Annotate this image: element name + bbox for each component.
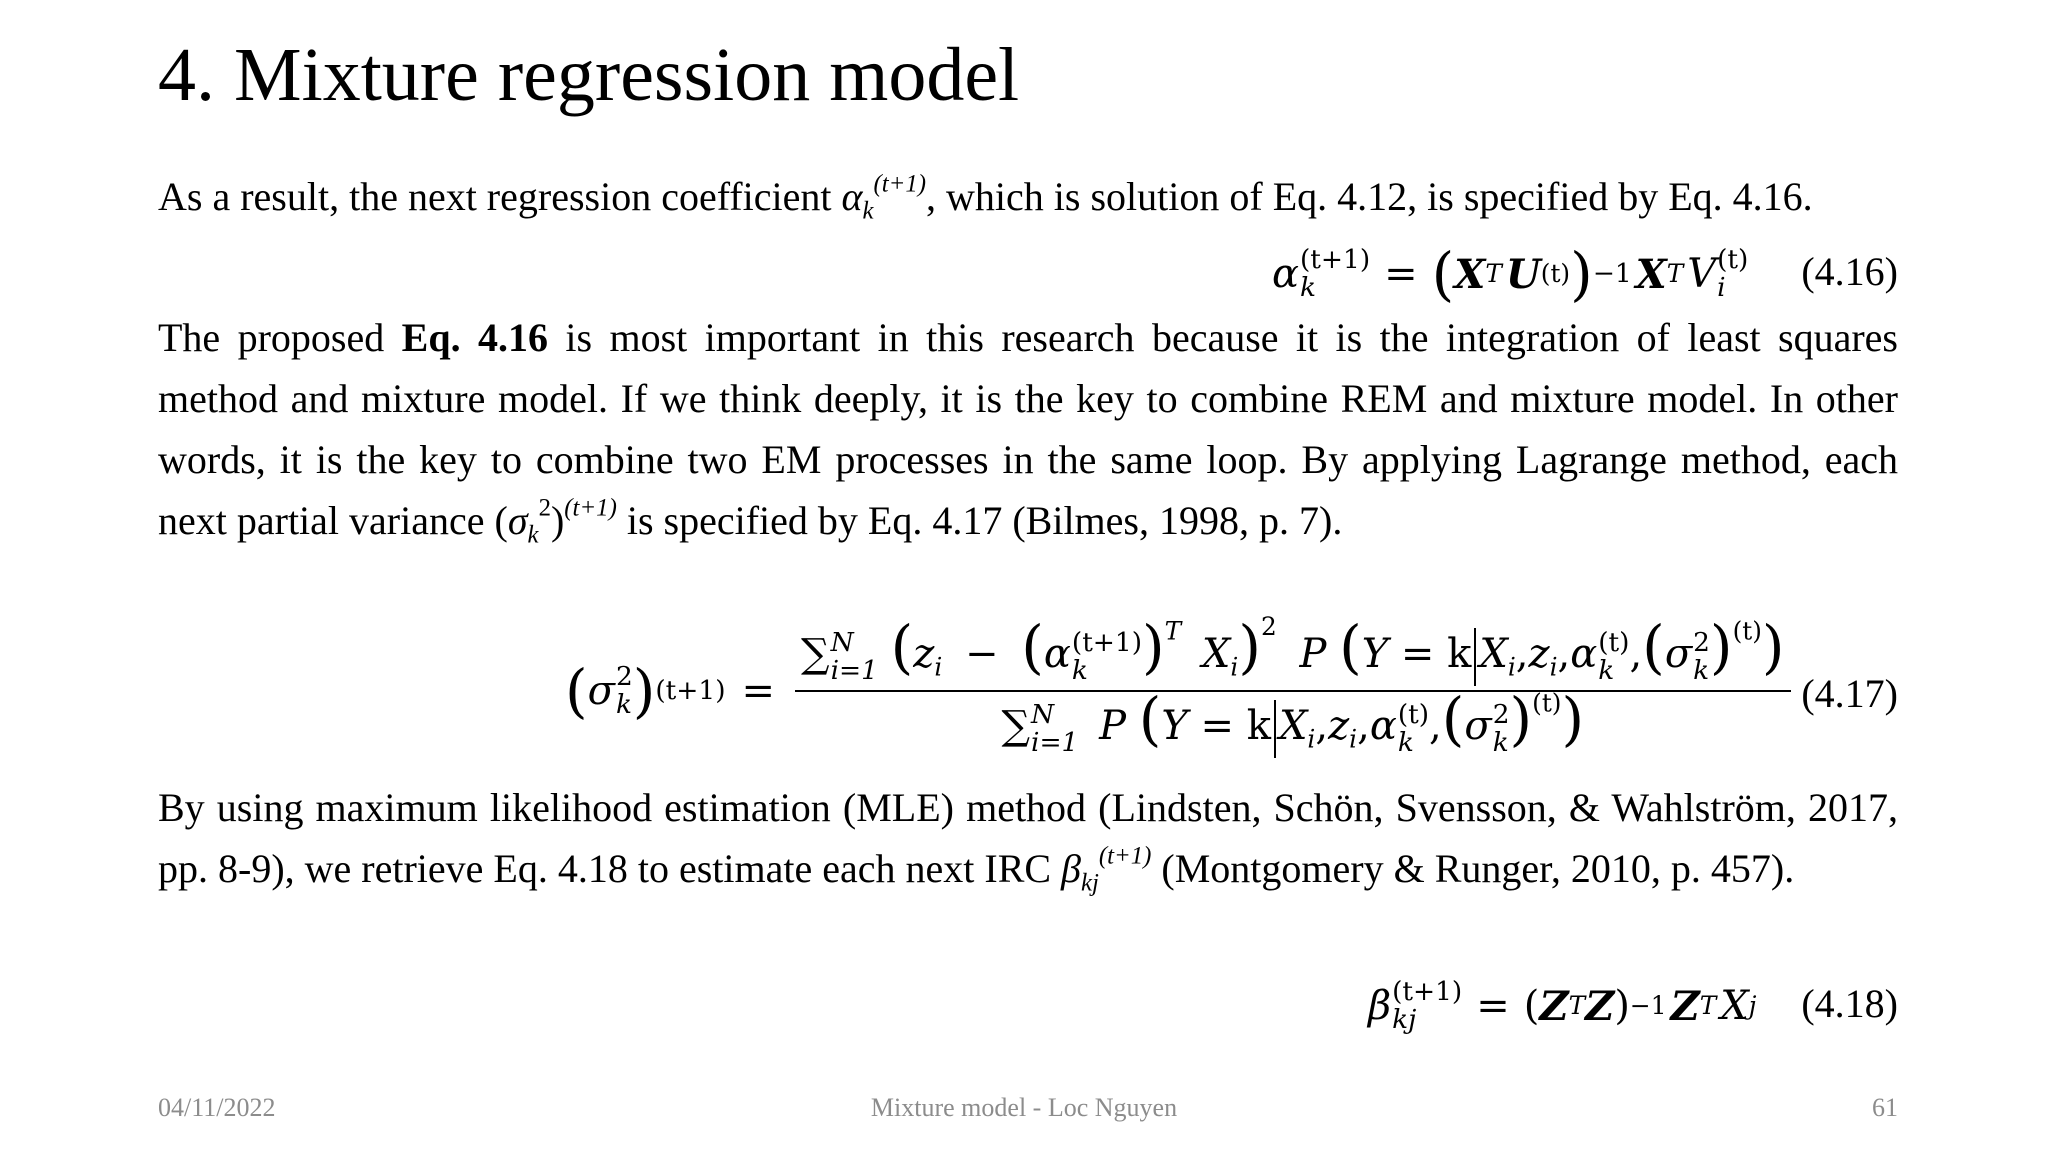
paragraph-1: As a result, the next regression coefficient $\alpha_k^{(t+1)}$, which is solution of Eq. 4.12, is specified by Eq. 4.16. [158,170,1813,225]
footer-page-number: 61 [1872,1093,1898,1122]
denominator: ∑ N i=1 P (Y = k $X_i,z_i,\alpha$ (t) k ,(σ 2 k )$^{(t)}$) [1001,685,1585,758]
equation-number-4-16: (4.16) [1801,249,1898,294]
footer-title: Mixture model - Loc Nguyen [870,1093,1178,1122]
numerator: ∑ N i=1 ($z_i - (\alpha$ (t+1) k )$^T$ $X_i)^2$ P (Y = k $X_i,z_i,\alpha$ (t) k ,(σ 2 k )$^{(t)}$) [801,611,1785,686]
equation-4-17: ( σ 2 k ) (t+1) = ∑ N i=1 ($z_i - (\alpha$ (t+1) k )$^T$ $X_i)^2$ P (Y = k $X_i,z_i,\alpha$ (t) k ,(σ 2 k )$^{(t)}$) ∑ N i=1 P (Y = k $X_i,z_i,\alpha$ (t) k ,(σ 2 k )$^{(t)}$) [565,576,1803,806]
paragraph-3: By using maximum likelihood estimation (MLE) method (Lindsten, Schön, Svensson, & Wahlström, 2017, pp. 8-9), we retrieve Eq. 4.18 to estimate each next IRC $\beta_{kj}^{(t+1)}$ (Montgomery & Runger, 2010, p. 457). [158,785,1898,897]
equation-number-4-18: (4.18) [1801,981,1898,1026]
equation-number-4-17: (4.17) [1801,671,1898,716]
slide-title: 4. Mixture regression model [158,33,1020,117]
footer-date: 04/11/2022 [158,1093,276,1122]
equation-4-18: β (t+1) kj = ( Z T Z ) −1 Z T X j [1368,976,1757,1035]
equation-4-16: α (t+1) k = ( X T U (t) ) −1 X T V (t) i [1272,239,1749,308]
fraction [795,611,1791,762]
paragraph-2: The proposed Eq. 4.16 is most important in this research because it is the integration of least squares method and mixture model. If we think deeply, it is the key to combine REM and mixture model. In other words, it is the key to combine two EM processes in the same loop. By applying Lagrange method, each next partial variance $(\sigma_k^2)^{(t+1)}$ is specified by Eq. 4.17 (Bilmes, 1998, p. 7). [158,315,1898,549]
